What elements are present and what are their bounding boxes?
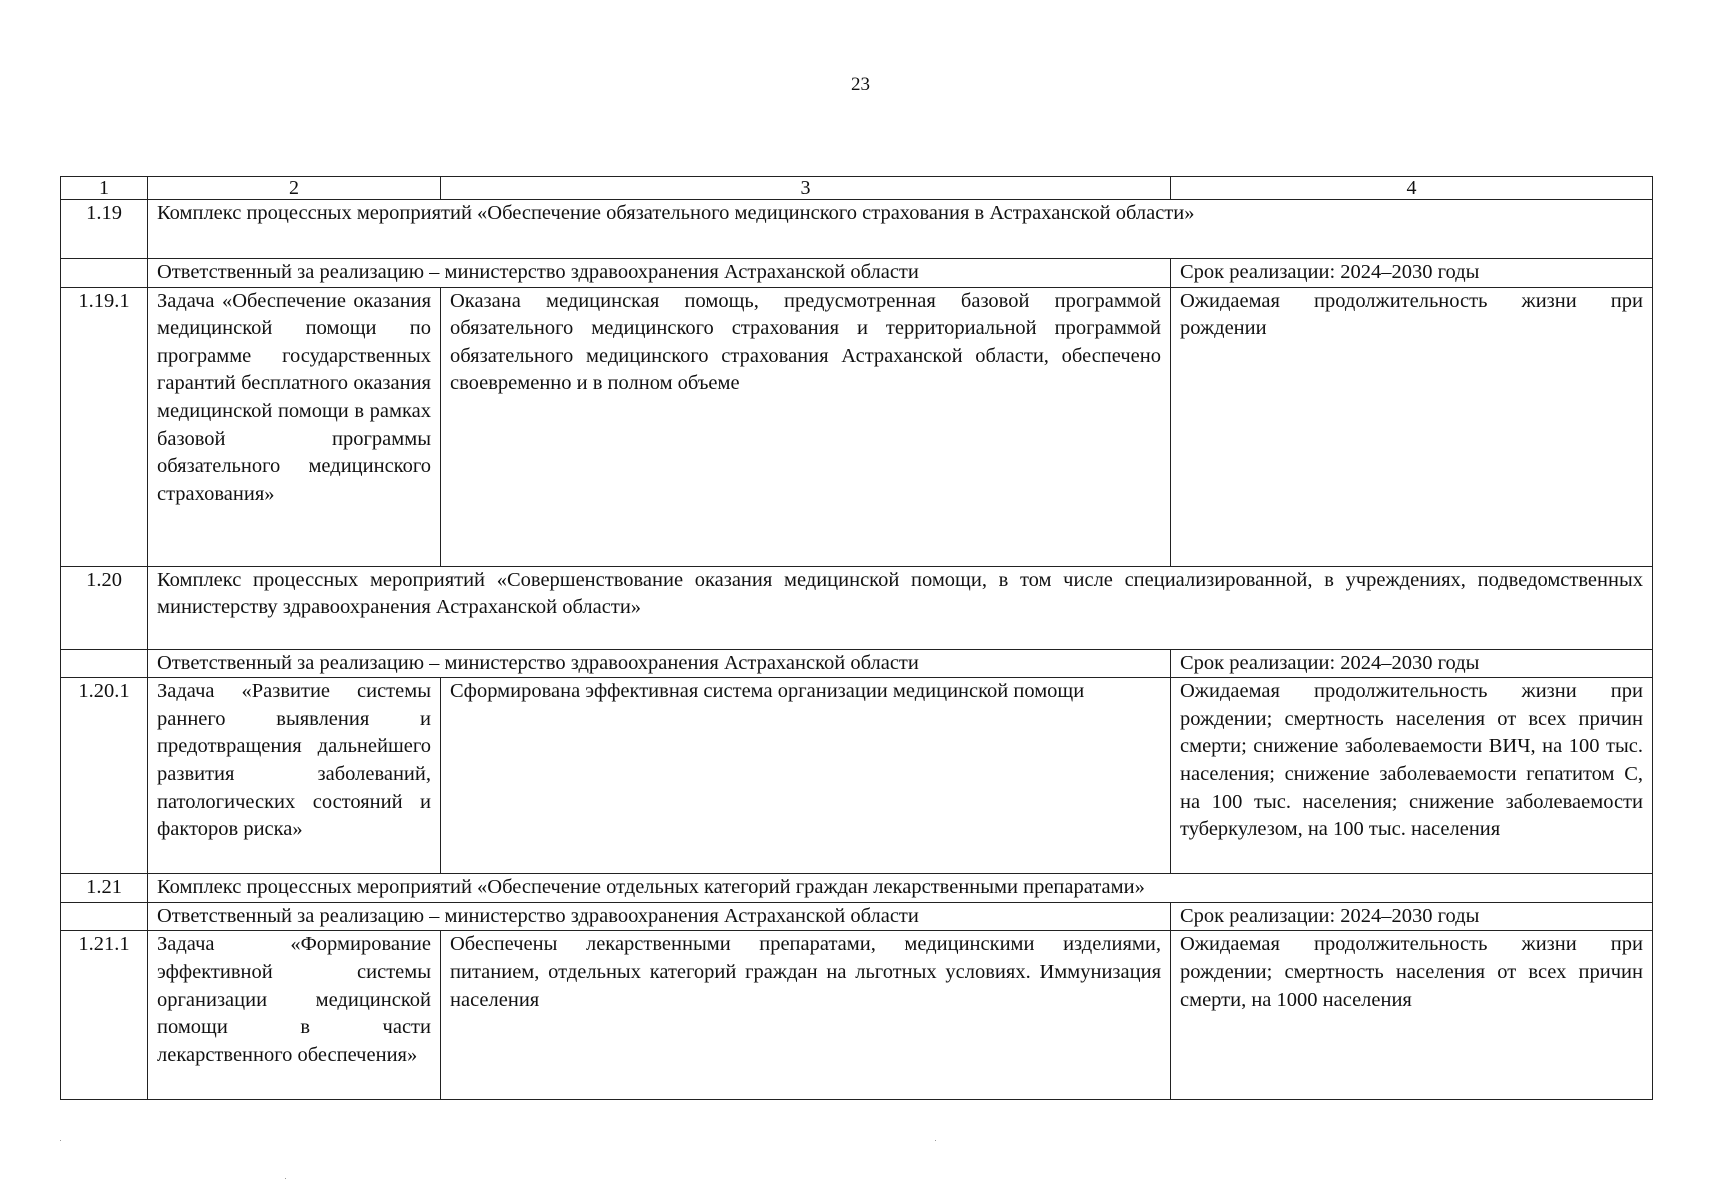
empty-cell bbox=[61, 902, 148, 931]
scan-speck bbox=[60, 1140, 61, 1141]
section-title-row bbox=[61, 200, 1653, 259]
column-header: 1 bbox=[61, 177, 148, 200]
scan-speck bbox=[935, 1140, 936, 1141]
empty-cell bbox=[61, 649, 148, 678]
column-header: 4 bbox=[1171, 177, 1653, 200]
section-title-row bbox=[61, 566, 1653, 649]
task-indicator: Ожидаемая продолжительность жизни при рождении; смертность населения от всех причин смерти; снижение заболеваемости ВИЧ, на 100 тыс. населения; снижение заболеваемости гепатитом С, на 100 тыс. населения; снижение заболеваемости туберкулезом, на 100 тыс. населения bbox=[1171, 678, 1653, 874]
task-number: 1.19.1 bbox=[61, 287, 148, 566]
scan-speck bbox=[285, 1178, 286, 1179]
column-header: 3 bbox=[441, 177, 1171, 200]
task-indicator: Ожидаемая продолжительность жизни при рождении; смертность населения от всех причин смерти, на 1000 населения bbox=[1171, 931, 1653, 1100]
responsible-row bbox=[61, 259, 1653, 288]
term-text: Срок реализации: 2024–2030 годы bbox=[1171, 259, 1653, 288]
responsible-text: Ответственный за реализацию – министерство здравоохранения Астраханской области bbox=[148, 649, 1171, 678]
task-number: 1.21.1 bbox=[61, 931, 148, 1100]
page-number: 23 bbox=[851, 74, 870, 95]
responsible-row bbox=[61, 649, 1653, 678]
table-header-row bbox=[61, 177, 1653, 200]
task-name: Задача «Развитие системы раннего выявления и предотвращения дальнейшего развития заболеваний, патологических состояний и факторов риска» bbox=[148, 678, 441, 874]
task-indicator: Ожидаемая продолжительность жизни при рождении bbox=[1171, 287, 1653, 566]
section-number: 1.19 bbox=[61, 200, 148, 259]
task-number: 1.20.1 bbox=[61, 678, 148, 874]
section-title: Комплекс процессных мероприятий «Обеспечение отдельных категорий граждан лекарственными препаратами» bbox=[148, 874, 1653, 903]
task-name: Задача «Формирование эффективной системы организации медицинской помощи в части лекарственного обеспечения» bbox=[148, 931, 441, 1100]
term-text: Срок реализации: 2024–2030 годы bbox=[1171, 902, 1653, 931]
responsible-text: Ответственный за реализацию – министерство здравоохранения Астраханской области bbox=[148, 259, 1171, 288]
empty-cell bbox=[61, 259, 148, 288]
section-number: 1.21 bbox=[61, 874, 148, 903]
task-row bbox=[61, 678, 1653, 874]
column-header: 2 bbox=[148, 177, 441, 200]
task-row bbox=[61, 287, 1653, 566]
section-title: Комплекс процессных мероприятий «Обеспечение обязательного медицинского страхования в Астраханской области» bbox=[148, 200, 1653, 259]
task-result: Сформирована эффективная система организации медицинской помощи bbox=[441, 678, 1171, 874]
measures-table bbox=[60, 176, 1653, 1100]
section-title-row bbox=[61, 874, 1653, 903]
task-row bbox=[61, 931, 1653, 1100]
section-number: 1.20 bbox=[61, 566, 148, 649]
task-name: Задача «Обеспечение оказания медицинской помощи по программе государственных гарантий бесплатного оказания медицинской помощи в рамках базовой программы обязательного медицинского страхования» bbox=[148, 287, 441, 566]
responsible-row bbox=[61, 902, 1653, 931]
term-text: Срок реализации: 2024–2030 годы bbox=[1171, 649, 1653, 678]
task-result: Оказана медицинская помощь, предусмотренная базовой программой обязательного медицинского страхования и территориальной программой обязательного медицинского страхования Астраханской области, обеспечено своевременно и в полном объеме bbox=[441, 287, 1171, 566]
task-result: Обеспечены лекарственными препаратами, медицинскими изделиями, питанием, отдельных категорий граждан на льготных условиях. Иммунизация населения bbox=[441, 931, 1171, 1100]
responsible-text: Ответственный за реализацию – министерство здравоохранения Астраханской области bbox=[148, 902, 1171, 931]
section-title: Комплекс процессных мероприятий «Совершенствование оказания медицинской помощи, в том числе специализированной, в учреждениях, подведомственных министерству здравоохранения Астраханской области» bbox=[148, 566, 1653, 649]
